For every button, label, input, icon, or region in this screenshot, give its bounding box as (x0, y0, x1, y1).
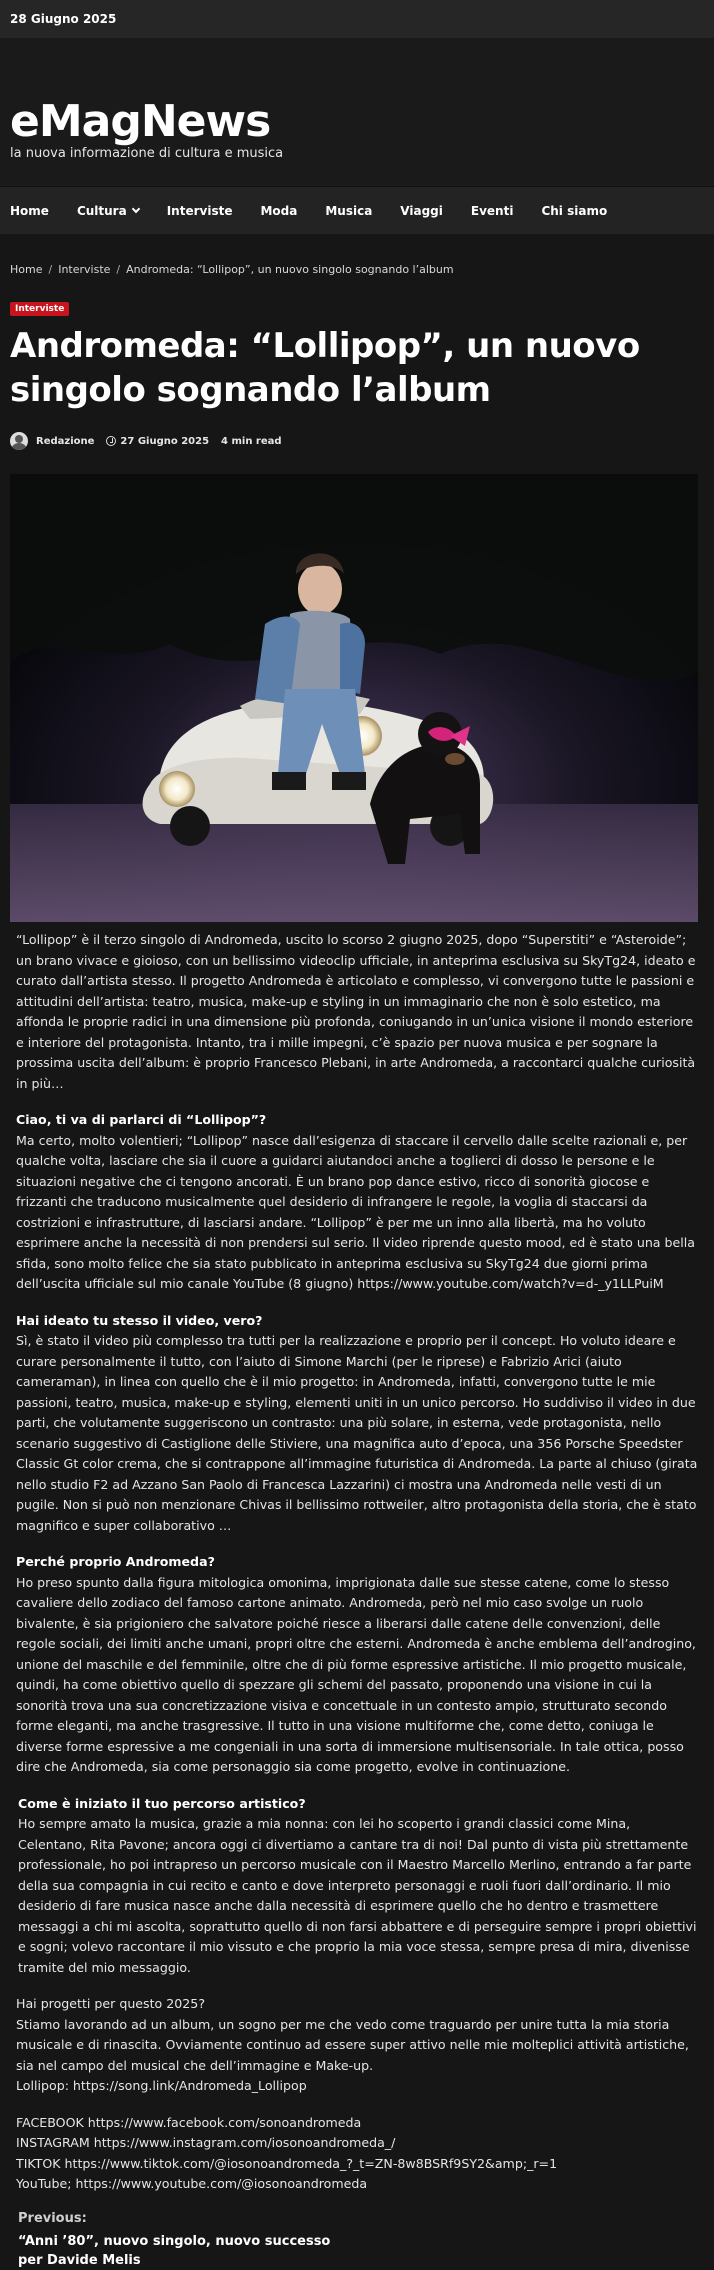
nav-cultura[interactable] (77, 204, 139, 218)
section-question: Perché proprio Andromeda? (16, 1554, 215, 1569)
post-navigation (0, 2211, 714, 2270)
article-body (0, 922, 714, 2195)
section-lollipop (16, 1110, 698, 1295)
masthead (0, 38, 714, 186)
section-question: Ciao, ti va di parlarci di “Lollipop”? (16, 1112, 267, 1127)
previous-label: Previous: (18, 2210, 87, 2226)
social-links (16, 2113, 698, 2195)
section-question: Come è iniziato il tuo percorso artistico? (18, 1795, 306, 1811)
breadcrumb-separator: / (116, 262, 121, 276)
section-answer: Ho preso spunto dalla figura mitologica omonima, imprigionata dalle sue stesse catene, come lo stesso cavaliere dello zodiaco del famoso cartone animato. Andromeda, però nel mio caso svolge un ruolo bivalente, è sia prigioniero che salvatore poiché riesce a liberarsi dalle catene delle convenzioni, delle regole sociali, dei limiti anche umani, propri oltre che esterni. Andromeda è anche emblema dell’androgino, unione del maschile e del femminile, oltre che di più forme espressive artistiche. Il mio progetto musicale, quindi, ha come obiettivo quello di spezzare gli schemi del passato, proponendo una visione in cui la sonorità trova una sua concretizzazione visiva e concettuale in un contesto ampio, strutturato secondo forme eleganti, ma anche trasgressive. Il tutto in una visione multiforme che, come detto, coniuga le diverse forme espressive a me congeniali in una sorta di immersione multisensoriale. In tale ottica, posso dire che Andromeda, sia come personaggio sia come progetto, evolve in continuazione. (16, 1574, 696, 1774)
chevron-down-icon (131, 204, 139, 212)
section-andromeda (16, 1552, 698, 1778)
section-answer: Sì, è stato il video più complesso tra tutti per la realizzazione e proprio per il concept. Ho voluto ideare e curare personalmente il tutto, con l’aiuto di Simone Marchi (per le riprese) e Fabrizio Arici (aiuto cameraman), in linea con quello che è il mio progetto: in Andromeda, infatti, convergono tutte le mie passioni, teatro, musica, make-up e styling, elementi uniti in un unico percorso. Ho suddiviso il video in due parti, che volutamente suggeriscono un contrasto: una più solare, in esterna, vede protagonista, nello scenario suggestivo di Castiglione delle Stiviere, una magnifica auto d’epoca, una 356 Porsche Speedster Classic Gt color crema, che si contrappone all’immagine futuristica di Andromeda. La parte al chiuso (girata nello studio F2 ad Azzano San Paolo di Francesca Lazzarini) ci mostra una Andromeda nelle vesti di un pugile. Non si può non menzionare Chivas il bellissimo rottweiler, altro protagonista della storia, che è stato magnifico e super collaborativo … (16, 1333, 698, 1533)
nav-home[interactable]: Home (10, 203, 49, 218)
instagram-link[interactable]: INSTAGRAM https://www.instagram.com/iosonoandromeda_/ (16, 2135, 396, 2150)
lollipop-link[interactable]: Lollipop: https://song.link/Andromeda_Lollipop (16, 2078, 307, 2093)
youtube-link[interactable]: YouTube; https://www.youtube.com/@iosonoandromeda (16, 2176, 368, 2191)
breadcrumb (0, 234, 714, 282)
section-question-plain: Hai progetti per questo 2025? (16, 1996, 205, 2011)
article-title: Andromeda: “Lollipop”, un nuovo singolo sognando l’album (10, 326, 640, 410)
category-badge[interactable]: Interviste (10, 302, 69, 316)
facebook-link[interactable]: FACEBOOK https://www.facebook.com/sonoandromeda (16, 2114, 362, 2130)
nav-eventi[interactable]: Eventi (470, 203, 514, 218)
section-answer: Ma certo, molto volentieri; “Lollipop” nasce dall’esigenza di staccare il cervello dalle scelte razionali e, per qualche volta, lasciare che sia il cuore a guidarci aiutandoci anche a toglierci di dosso le persone e le situazioni negative che ci tengono ancorati. È un brano pop dance estivo, ricco di sonorità giocose e frizzanti che traducono musicalmente quel desiderio di infrangere le regole, la voglia di staccarsi da costrizioni e infrastrutture, di lasciarsi andare. “Lollipop” è per me un inno alla libertà, ma ho voluto esprimere anche la necessità di non prendersi sul serio. Il video riprende questo mood, ed è stato una bella sfida, sono molto felice che sia stato pubblicato in anteprima esclusiva su SkyTg24 due giorni prima dell’uscita ufficiale sul mio canale YouTube (8 giugno) https://www.youtube.com/watch?v=d-_y1LLPuiM (16, 1132, 695, 1291)
clock-icon (106, 436, 116, 446)
author-link[interactable]: Redazione (36, 435, 95, 447)
section-video (16, 1311, 698, 1537)
featured-image (10, 474, 698, 922)
featured-image-illustration (10, 474, 698, 922)
tiktok-link[interactable]: TIKTOK https://www.tiktok.com/@iosonoandromeda_?_t=ZN-8w8BSRf9SY2&amp;_r=1 (16, 2155, 558, 2171)
author-avatar-icon (10, 432, 28, 450)
breadcrumb-home[interactable]: Home (10, 262, 43, 276)
previous-post-link[interactable]: “Anni ’80”, nuovo singolo, nuovo successo per Davide Melis (18, 2233, 331, 2268)
site-title-link[interactable]: eMagNews (10, 96, 271, 147)
breadcrumb-current: Andromeda: “Lollipop”, un nuovo singolo sognando l’album (126, 262, 454, 276)
nav-interviste[interactable]: Interviste (166, 203, 233, 218)
section-progetti (16, 1994, 698, 2097)
breadcrumb-interviste[interactable]: Interviste (58, 262, 111, 276)
main-navigation (0, 186, 714, 234)
nav-moda[interactable]: Moda (260, 203, 298, 218)
breadcrumb-separator: / (48, 262, 53, 276)
section-answer: Ho sempre amato la musica, grazie a mia nonna: con lei ho scoperto i grandi classici come Mina, Celentano, Rita Pavone; ancora oggi ci divertiamo a cantare tra di noi! Dal punto di vista più strettamente professionale, ho poi intrapreso un percorso musicale con il Maestro Marcello Merlino, entrando a far parte della sua compagnia in cui recito e canto e dove interpreto personaggi e ruoli fuori dall’ordinario. Il mio desiderio di fare musica nasce anche dalla necessità di esprimere quello che ho dentro e trasmettere messaggi a chi mi ascolta, soprattutto quello di non farsi abbattere e di perseguire sempre i propri obiettivi e sogni; volevo raccontare il mio vissuto e che proprio la mia voce stessa, sempre presa di mira, divenisse tramite del mio messaggio. (18, 1816, 697, 1975)
article-meta (0, 430, 714, 452)
nav-chi-siamo[interactable]: Chi siamo (541, 203, 608, 218)
current-date: 28 Giugno 2025 (10, 12, 117, 26)
section-percorso (16, 1794, 698, 1979)
read-time: 4 min read (221, 435, 282, 447)
publish-date: 27 Giugno 2025 (120, 435, 210, 447)
nav-cultura-label: Cultura (76, 203, 127, 218)
section-answer: Stiamo lavorando ad un album, un sogno per me che vedo come traguardo per unire tutta la mia storia musicale e di rinascita. Ovviamente continuo ad essere super attivo nelle mie molteplici attività artistiche, sia nel campo del musical che dell’immagine e Make-up. (16, 2016, 689, 2073)
nav-musica[interactable]: Musica (325, 203, 373, 218)
nav-viaggi[interactable]: Viaggi (400, 203, 443, 218)
section-question: Hai ideato tu stesso il video, vero? (16, 1312, 263, 1328)
site-tagline: la nuova informazione di cultura e musica (10, 146, 284, 161)
article-intro: “Lollipop” è il terzo singolo di Andromeda, uscito lo scorso 2 giugno 2025, dopo “Superstiti” e “Asteroide”; un brano vivace e gioioso, con un bellissimo videoclip ufficiale, in anteprima esclusiva su SkyTg24, ideato e curato dall’artista stesso. Il progetto Andromeda è articolato e complesso, vi convergono tutte le passioni e attitudini dell’artista: teatro, musica, make-up e styling in un immaginario che non è solo estetico, ma affonda le proprie radici in una dimensione più profonda, coniugando in un’unica visione il mondo esteriore e interiore del protagonista. Intanto, tra i mille impegni, c’è spazio per nuova musica e per sognare la prossima uscita dell’album: è proprio Francesco Plebani, in arte Andromeda, a raccontarci qualche curiosità in più… (16, 932, 696, 1091)
top-bar (0, 0, 714, 38)
